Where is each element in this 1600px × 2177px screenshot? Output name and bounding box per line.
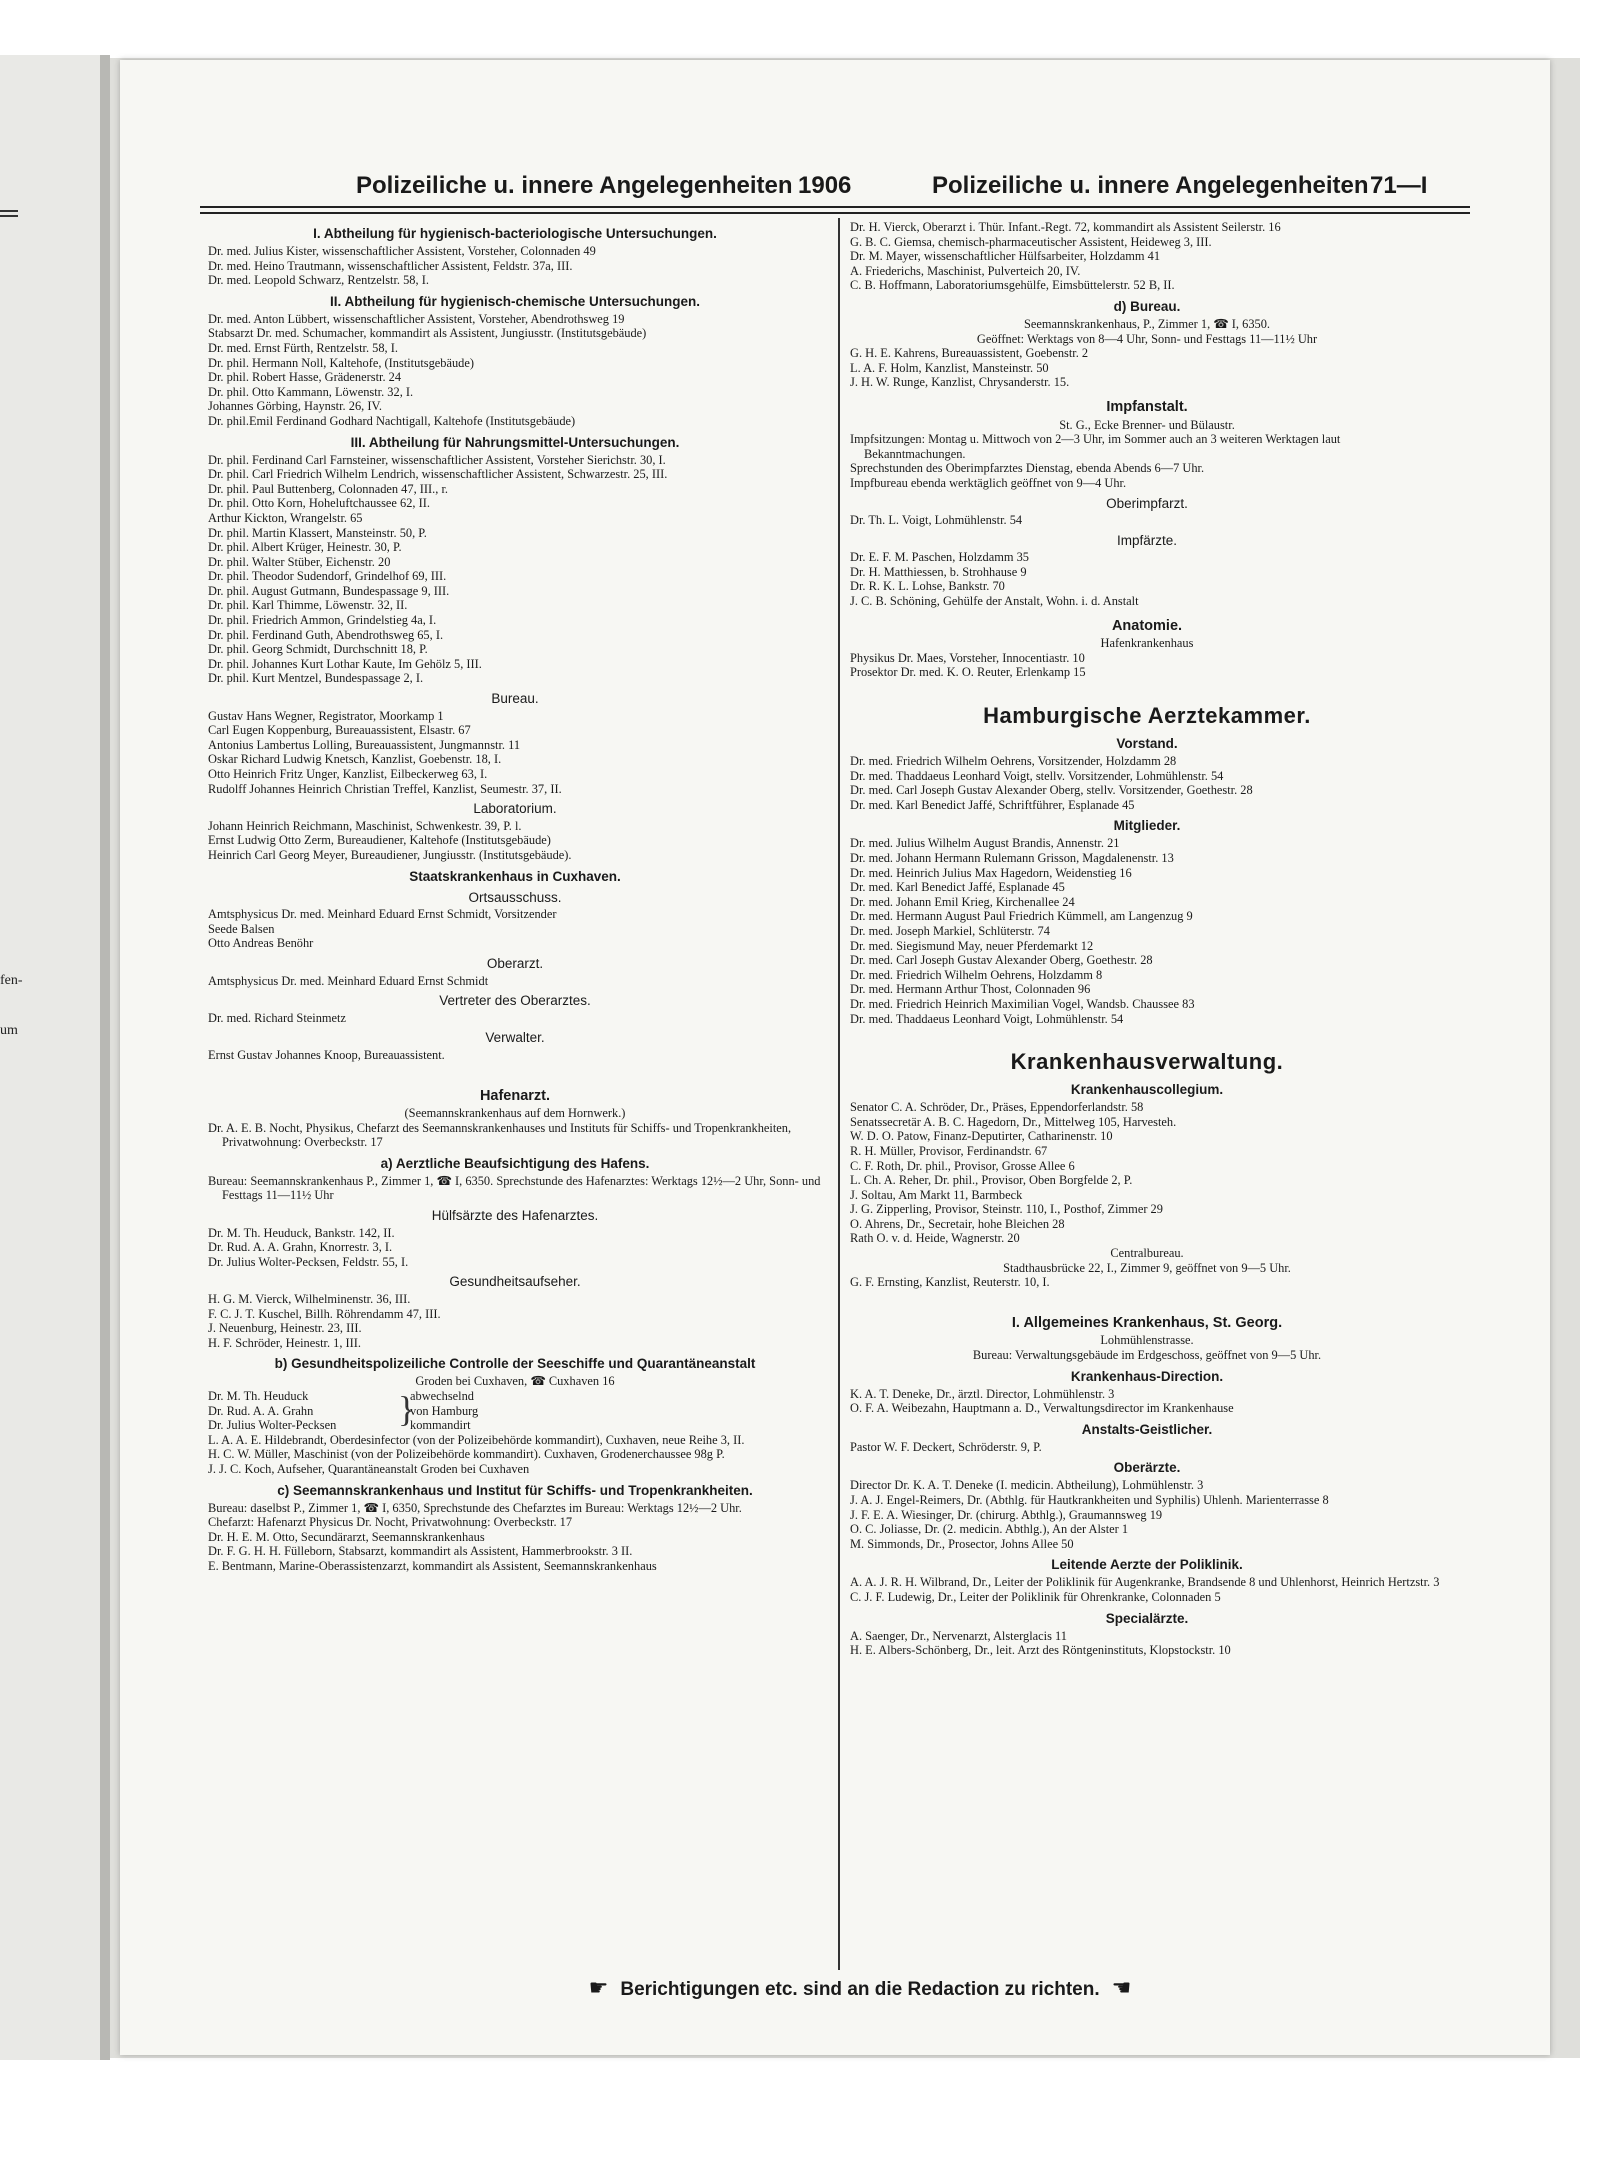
entry: Chefarzt: Hafenarzt Physicus Dr. Nocht, Privatwohnung: Overbeckstr. 17 [208,1515,573,1530]
entry: Dr. med. Johann Hermann Rulemann Grisson, Magdalenenstr. 13 [850,851,1174,865]
entry: Impfsitzungen: Montag u. Mittwoch von 2—3 Uhr, im Sommer auch an 3 weiteren Werktagen laut Bekanntmachungen. [850,432,1341,461]
brace-note: von Hamburg [410,1403,479,1418]
major-heading: Krankenhausverwaltung. [1010,1049,1284,1075]
entry: Dr. R. K. L. Lohse, Bankstr. 70 [850,579,1005,594]
entry: L. A. F. Holm, Kanzlist, Mansteinstr. 50 [850,360,1049,375]
entry: Dr. med. Julius Kister, wissenschaftlicher Assistent, Vorsteher, Colonnaden 49 [208,244,596,258]
entry: C. F. Roth, Dr. phil., Provisor, Grosse Allee 6 [850,1158,1075,1173]
entry: Senatssecretär A. B. C. Hagedorn, Dr., Mittelweg 105, Harvestеh. [850,1114,1177,1129]
entry: Dr. M. Mayer, wissenschaftlicher Hülfsarbeiter, Holzdamm 41 [850,249,1161,264]
entry: Dr. med. Ernst Fürth, Rentzelstr. 58, I. [208,340,398,355]
entry: Dr. med. Siegismund May, neuer Pferdemarkt 12 [850,938,1094,953]
entry: Physikus Dr. Maes, Vorsteher, Innocentiastr. 10 [850,650,1085,665]
entry: Dr. med. Thaddaeus Leonhard Voigt, stellv. Vorsitzender, Lohmühlenstr. 54 [850,768,1224,783]
entry: Seede Balsen [208,921,275,936]
entry: Dr. med. Joseph Markiel, Schlüterstr. 74 [850,923,1050,938]
section-heading: Krankenhaus-Direction. [1070,1368,1224,1384]
entry: Dr. Julius Wolter-Pecksen [208,1418,337,1433]
subheading: Vertreter des Oberarztes. [439,993,591,1009]
entry: Dr. med. Hermann August Paul Friedrich Kümmell, am Langenzug 9 [850,909,1193,924]
section-heading: Anstalts-Geistlicher. [1081,1421,1213,1437]
centered-note: Lohmühlenstrasse. [1100,1333,1194,1348]
entry: Dr. phil. Otto Kammann, Löwenstr. 32, I. [208,384,414,399]
entry: Dr. Rud. A. A. Grahn, Knorrestr. 3, I. [208,1240,393,1255]
section-heading: d) Bureau. [1113,298,1181,314]
entry: Dr. phil. Georg Schmidt, Durchschnitt 18, P. [208,642,428,657]
entry: L. Ch. A. Reher, Dr. phil., Provisor, Oben Borgfelde 2, P. [850,1173,1133,1188]
subheading: Bureau. [491,691,539,707]
entry: Dr. phil. Theodor Sudendorf, Grindelhof 69, III. [208,569,447,584]
entry: Sprechstunden des Oberimpfarztes Dienstag, ebenda Abends 6—7 Uhr. [850,461,1205,476]
centered-note: Stadthausbrücke 22, I., Zimmer 9, geöffnet von 9—5 Uhr. [1003,1260,1291,1275]
header-left-title: Polizeiliche u. innere Angelegenheiten [356,172,793,199]
entry: G. H. E. Kahrens, Bureauassistent, Goebenstr. 2 [850,346,1089,361]
entry: Heinrich Carl Georg Meyer, Bureaudiener, Jungiusstr. (Institutsgebäude). [208,847,572,862]
entry: Dr. Julius Wolter-Pecksen, Feldstr. 55, I. [208,1254,409,1269]
entry: A. Friederichs, Maschinist, Pulverteich 20, IV. [850,263,1081,278]
entry: J. J. C. Koch, Aufseher, Quarantäneanstalt Groden bei Cuxhaven [208,1461,530,1476]
margin-fragment: fen- [0,973,23,988]
entry: J. F. E. A. Wiesinger, Dr. (chirurg. Abthlg.), Graumannsweg 19 [850,1507,1163,1522]
entry: Amtsphysicus Dr. med. Meinhard Eduard Ernst Schmidt, Vorsitzender [208,907,557,922]
subheading: Oberimpfarzt. [1106,495,1188,511]
entry: Dr. Th. L. Voigt, Lohmühlenstr. 54 [850,513,1023,528]
pointing-hand-icon: ☚ [1111,1975,1132,2000]
entry: Pastor W. F. Deckert, Schröderstr. 9, P. [850,1439,1042,1454]
entry: Dr. med. Thaddaeus Leonhard Voigt, Lohmühlenstr. 54 [850,1011,1124,1026]
entry: Dr. phil. Karl Thimme, Löwenstr. 32, II. [208,598,408,613]
header-rule [200,212,1470,214]
entry: J. C. B. Schöning, Gehülfe der Anstalt, Wohn. i. d. Anstalt [850,594,1139,609]
header-right-title: Polizeiliche u. innere Angelegenheiten [932,172,1369,199]
entry: G. B. C. Giemsa, chemisch-pharmaceutischer Assistent, Heideweg 3, III. [850,234,1212,249]
centered-note: Groden bei Cuxhaven, ☎ Cuxhaven 16 [415,1374,615,1389]
entry: J. G. Zipperling, Provisor, Steinstr. 110, I., Posthof, Zimmer 29 [850,1202,1163,1217]
header-rule [200,206,1470,208]
centered-note: St. G., Ecke Brenner- und Bülaustr. [1059,417,1235,432]
entry: Dr. phil. Ferdinand Carl Farnsteiner, wissenschaftlicher Assistent, Vorsteher Sierichstr. 30, I. [208,452,666,467]
entry: Dr. phil. Kurt Mentzel, Bundespassage 2, I. [208,671,424,686]
entry: O. C. Joliasse, Dr. (2. medicin. Abthlg.), An der Alster 1 [850,1522,1129,1537]
entry: H. F. Schröder, Heinestr. 1, III. [208,1335,362,1350]
section-heading: a) Aerztliche Beaufsichtigung des Hafens. [380,1155,650,1171]
centered-note: Seemannskrankenhaus, P., Zimmer 1, ☎ I, 6350. [1024,316,1270,331]
entry: Dr. med. Johann Emil Krieg, Kirchenallee 24 [850,894,1075,909]
brace-note: kommandirt [410,1418,471,1433]
entry: R. H. Müller, Provisor, Ferdinandstr. 67 [850,1143,1048,1158]
entry: J. A. J. Engel-Reimers, Dr. (Abthlg. für Hautkrankheiten und Syphilis) Uhlenh. Marienterrasse 8 [850,1493,1329,1507]
margin-rule [0,210,18,212]
brace-note: abwechselnd [410,1389,474,1403]
section-title: I. Allgemeines Krankenhaus, St. Georg. [1011,1314,1283,1331]
brace-group [208,1389,822,1433]
entry: O. F. A. Weibezahn, Hauptmann a. D., Verwaltungsdirector im Krankenhause [850,1401,1234,1416]
entry: Arthur Kickton, Wrangelstr. 65 [208,510,363,525]
entry: C. B. Hoffmann, Laboratoriumsgehülfe, Eimsbüttelerstr. 52 B, II. [850,278,1175,293]
entry: Dr. phil. Ferdinand Guth, Abendrothsweg 65, I. [208,627,444,642]
centered-note: Centralbureau. [1110,1246,1184,1261]
entry: Amtsphysicus Dr. med. Meinhard Eduard Ernst Schmidt [208,973,489,988]
entry: Dr. phil. Martin Klassert, Mansteinstr. 50, P. [208,525,427,540]
entry: Ernst Ludwig Otto Zerm, Bureaudiener, Kaltehofe (Institutsgebäude) [208,833,551,848]
entry: Otto Andreas Benöhr [208,936,314,951]
footer-text: Berichtigungen etc. sind an die Redaction zu richten. [620,1979,1100,2000]
entry: W. D. O. Patow, Finanz-Deputirter, Catharinenstr. 10 [850,1129,1113,1144]
subheading: Ortsausschuss. [468,889,562,905]
entry: Dr. med. Heinrich Julius Max Hagedorn, Weidenstieg 16 [850,865,1132,880]
entry: K. A. T. Deneke, Dr., ärztl. Director, Lohmühlenstr. 3 [850,1386,1115,1401]
entry: Dr. M. Th. Heuduck [208,1389,309,1403]
section-heading: Mitglieder. [1113,818,1181,834]
entry: Gustav Hans Wegner, Registrator, Moorkamp 1 [208,708,444,723]
entry: Carl Eugen Koppenburg, Bureauassistent, Elsastr. 67 [208,723,471,738]
margin-rule [0,215,18,217]
entry: Antonius Lambertus Lolling, Bureauassistent, Jungmannstr. 11 [208,737,521,752]
entry: Dr. phil. Otto Korn, Hoheluftchaussee 62, II. [208,496,430,511]
entry: Rudolff Johannes Heinrich Christian Treffel, Kanzlist, Seumestr. 37, II. [208,781,562,796]
section-title: Impfanstalt. [1106,398,1188,415]
entry: Dr. med. Richard Steinmetz [208,1010,346,1025]
entry: J. H. W. Runge, Kanzlist, Chrysanderstr. 15. [850,375,1070,390]
subheading: Hülfsärzte des Hafenarztes. [431,1208,599,1224]
entry: Dr. med. Leopold Schwarz, Rentzelstr. 58, I. [208,273,429,288]
centered-note: Geöffnet: Werktags von 8—4 Uhr, Sonn- und Festtags 11—11½ Uhr [976,331,1318,346]
entry: Bureau: daselbst P., Zimmer 1, ☎ I, 6350, Sprechstunde des Chefarztes im Bureau: Werktags 12½—2 Uhr. [208,1500,742,1515]
entry: Impfbureau ebenda werktäglich geöffnet von 9—4 Uhr. [850,475,1127,490]
entry: Ernst Gustav Johannes Knoop, Bureauassistent. [208,1047,445,1062]
entry: Dr. med. Carl Joseph Gustav Alexander Oberg, Goethestr. 28 [850,953,1153,968]
entry: A. A. J. R. H. Wilbrand, Dr., Leiter der Poliklinik für Augenkranke, Brandsende 8 und Uhlenhorst, Heinrich Hertzstr. 3 [850,1575,1440,1590]
entry: Dr. phil. Friedrich Ammon, Grindelstieg 4a, I. [208,613,437,628]
section-heading: Krankenhauscollegium. [1070,1082,1224,1098]
subheading: Verwalter. [485,1030,545,1046]
entry: Dr. phil. Johannes Kurt Lothar Kaute, Im Gehölz 5, III. [208,656,482,671]
centered-note: Bureau: Verwaltungsgebäude im Erdgeschoss, geöffnet von 9—5 Uhr. [972,1348,1322,1363]
entry: Rath O. v. d. Heide, Wagnerstr. 20 [850,1231,1020,1246]
section-title: Hafenarzt. [479,1087,551,1104]
section-heading: c) Seemannskrankenhaus und Institut für Schiffs- und Tropenkrankheiten. [277,1482,753,1498]
entry: Senator C. A. Schröder, Dr., Präses, Eppendorferlandstr. 58 [850,1100,1144,1115]
section-heading: I. Abtheilung für hygienisch-bacteriologische Untersuchungen. [313,226,717,241]
entry: Dr. H. Vierck, Oberarzt i. Thür. Infant.-Regt. 72, kommandirt als Assistent Seilerstr. 16 [850,220,1281,234]
major-heading: Hamburgische Aerztekammer. [983,703,1311,729]
right-column [850,220,1444,1658]
entry: Dr. Rud. A. A. Grahn [208,1403,314,1418]
pointing-hand-icon: ☛ [588,1975,609,2000]
section-title: Anatomie. [1111,617,1183,634]
section-heading: Vorstand. [1116,736,1178,752]
entry: Dr. med. Anton Lübbert, wissenschaftlicher Assistent, Vorsteher, Abendrothsweg 19 [208,311,625,326]
page-number: 71—I [1370,172,1428,199]
left-column [208,220,822,1574]
subheading: Oberarzt. [486,955,544,971]
subheading: Laboratorium. [473,801,557,817]
entry: Dr. phil. Paul Buttenberg, Colonnaden 47, III., r. [208,481,448,496]
column-divider [838,218,840,1970]
entry: Dr. phil. Robert Hasse, Grädenerstr. 24 [208,370,402,385]
entry: Johannes Görbing, Haynstr. 26, IV. [208,399,382,414]
centered-note: (Seemannskrankenhaus auf dem Hornwerk.) [404,1106,626,1121]
entry: H. E. Albers-Schönberg, Dr., leit. Arzt des Röntgeninstituts, Klopstockstr. 10 [850,1643,1231,1658]
entry: Dr. phil.Emil Ferdinand Godhard Nachtigall, Kaltehofe (Institutsgebäude) [208,413,576,428]
entry: Dr. med. Heino Trautmann, wissenschaftlicher Assistent, Feldstr. 37a, III. [208,258,573,273]
brace-glyph: } [398,1389,416,1429]
section-heading: II. Abtheilung für hygienisch-chemische Untersuchungen. [329,293,701,309]
entry: G. F. Ernsting, Kanzlist, Reuterstr. 10, I. [850,1275,1050,1290]
section-heading: III. Abtheilung für Nahrungsmittel-Untersuchungen. [350,434,680,450]
entry: J. Neuenburg, Heinestr. 23, III. [208,1321,362,1336]
entry: Oskar Richard Ludwig Knetsch, Kanzlist, Goebenstr. 18, I. [208,752,502,767]
running-header [232,172,1462,206]
entry: Dr. E. F. M. Paschen, Holzdamm 35 [850,550,1029,565]
entry: E. Bentmann, Marine-Oberassistenzarzt, kommandirt als Assistent, Seemannskrankenhaus [208,1558,657,1573]
entry: Prosektor Dr. med. K. O. Reuter, Erlenkamp 15 [850,665,1086,680]
entry: Dr. phil. Walter Stüber, Eichenstr. 20 [208,554,391,569]
entry: Dr. phil. Albert Krüger, Heinestr. 30, P. [208,540,402,555]
section-heading: Oberärzte. [1113,1460,1181,1476]
subheading: Impfärzte. [1116,532,1178,548]
entry: Dr. med. Karl Benedict Jaffé, Esplanade 45 [850,880,1065,895]
entry: Otto Heinrich Fritz Unger, Kanzlist, Eilbeckerweg 63, I. [208,767,488,781]
entry: M. Simmonds, Dr., Prosector, Johns Allee 50 [850,1536,1074,1551]
entry: F. C. J. T. Kuschel, Billh. Röhrendamm 47, III. [208,1306,441,1321]
entry: O. Ahrens, Dr., Secretair, hohe Bleichen 28 [850,1216,1065,1231]
entry: J. Soltau, Am Markt 11, Barmbeck [850,1187,1023,1202]
entry: Dr. med. Hermann Arthur Thost, Colonnaden 96 [850,982,1091,997]
section-heading: Specialärzte. [1105,1610,1189,1626]
entry: Johann Heinrich Reichmann, Maschinist, Schwenkestr. 39, P. l. [208,818,522,833]
entry: Stabsarzt Dr. med. Schumacher, kommandirt als Assistent, Jungiusstr. (Institutsgebäude) [208,326,647,341]
entry: L. A. A. E. Hildebrandt, Oberdesinfector (von der Polizeibehörde kommandirt), Cuxhaven, neue Reihe 3, II. [208,1432,745,1447]
spacer [850,1290,1444,1306]
entry: Dr. phil. Hermann Noll, Kaltehofe, (Institutsgebäude) [208,355,474,370]
spacer [208,1063,822,1079]
entry: Dr. A. E. B. Nocht, Physikus, Chefarzt des Seemannskrankenhauses und Instituts für Schiffs- und Tropenkrankheiten, Privatwohnung: Overbeckstr. 17 [208,1120,792,1150]
entry: Director Dr. K. A. T. Deneke (I. medicin. Abtheilung), Lohmühlenstr. 3 [850,1478,1204,1493]
centered-note: Hafenkrankenhaus [1100,636,1194,651]
entry: Dr. phil. Carl Friedrich Wilhelm Lendrich, wissenschaftlicher Assistent, Schwarzestr. 25, III. [208,467,668,482]
entry: A. Saenger, Dr., Nervenarzt, Alsterglacis 11 [850,1628,1067,1643]
entry: Dr. F. G. H. H. Fülleborn, Stabsarzt, kommandirt als Assistent, Hammerbrookstr. 3 II. [208,1544,633,1559]
entry: C. J. F. Ludewig, Dr., Leiter der Poliklinik für Ohrenkranke, Colonnaden 5 [850,1589,1221,1604]
entry: Dr. med. Carl Joseph Gustav Alexander Oberg, stellv. Vorsitzender, Goethestr. 28 [850,783,1253,798]
entry: H. C. W. Müller, Maschinist (von der Polizeibehörde kommandirt). Cuxhaven, Grodenerchaussee 98g P. [208,1447,725,1462]
adjacent-page-strip [0,55,100,2060]
book-gutter [100,55,110,2060]
section-heading: Staatskrankenhaus in Cuxhaven. [409,868,621,884]
margin-fragment: um [0,1023,18,1038]
entry: H. G. M. Vierck, Wilhelminenstr. 36, III. [208,1292,411,1307]
section-heading: b) Gesundheitspolizeiliche Controlle der Seeschiffe und Quarantäneanstalt [274,1356,756,1372]
entry: Dr. M. Th. Heuduck, Bankstr. 142, II. [208,1225,395,1240]
subheading: Gesundheitsaufseher. [449,1274,581,1290]
entry: Dr. H. E. M. Otto, Secundärarzt, Seemannskrankenhaus [208,1529,485,1544]
entry: Dr. med. Friedrich Wilhelm Oehrens, Holzdamm 8 [850,967,1103,982]
footer-notice [430,1975,1290,2001]
header-year: 1906 [798,172,852,199]
entry: Dr. med. Friedrich Wilhelm Oehrens, Vorsitzender, Holzdamm 28 [850,754,1177,769]
section-heading: Leitende Aerzte der Poliklinik. [1051,1557,1243,1573]
entry: Bureau: Seemannskrankenhaus P., Zimmer 1, ☎ I, 6350. Sprechstunde des Hafenarztes: Werktags 12½—2 Uhr, Sonn- und Festtags 11—11½ Uhr [208,1173,821,1203]
entry: Dr. med. Friedrich Heinrich Maximilian Vogel, Wandsb. Chaussee 83 [850,996,1195,1011]
entry: Dr. med. Julius Wilhelm August Brandis, Annenstr. 21 [850,836,1120,851]
entry: Dr. phil. August Gutmann, Bundespassage 9, III. [208,583,450,598]
entry: Dr. med. Karl Benedict Jaffé, Schriftführer, Esplanade 45 [850,797,1135,812]
entry: Dr. H. Matthiessen, b. Strohhause 9 [850,564,1027,579]
